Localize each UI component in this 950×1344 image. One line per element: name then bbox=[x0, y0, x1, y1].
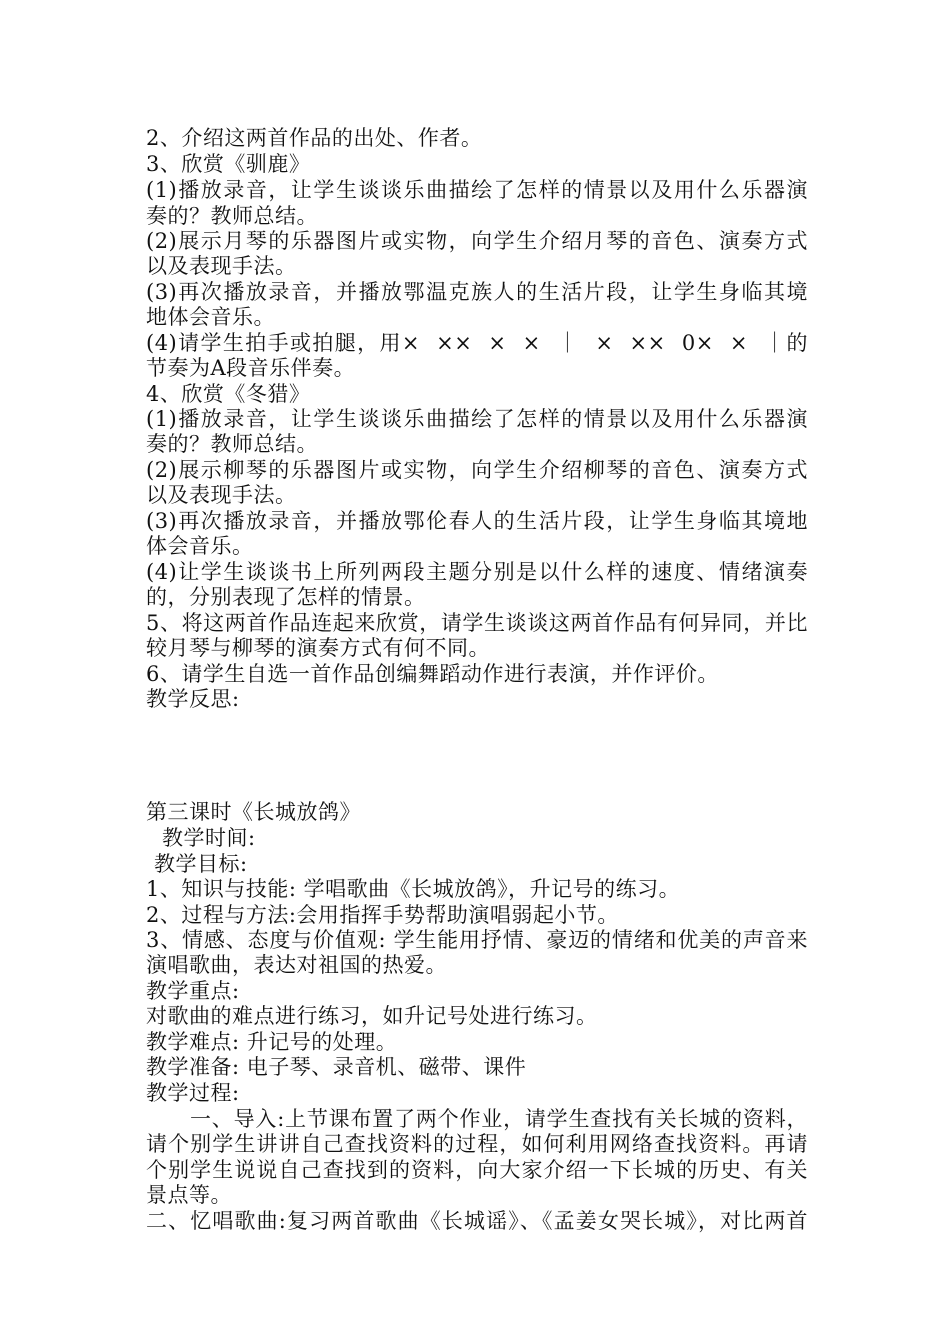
tunlu-step-2-line-2: 以及表现手法。 bbox=[146, 254, 297, 278]
key-points-text: 对歌曲的难点进行练习，如升记号处进行练习。 bbox=[146, 1004, 598, 1028]
intro-line-3: 个别学生说说自己查找到的资料，向大家介绍一下长城的历史、有关 bbox=[146, 1158, 808, 1182]
tunlu-step-4-line-2: 节奏为A段音乐伴奏。 bbox=[146, 356, 356, 380]
donglie-step-2-line-2: 以及表现手法。 bbox=[146, 483, 297, 507]
lesson-3-title: 第三课时《长城放鸽》 bbox=[146, 800, 361, 824]
donglie-step-1-line-1: (1)播放录音，让学生谈谈乐曲描绘了怎样的情景以及用什么乐器演 bbox=[146, 407, 808, 431]
teaching-goals-label: 教学目标: bbox=[154, 852, 248, 876]
intro-line-1: 一、导入:上节课布置了两个作业，请学生查找有关长城的资料， bbox=[190, 1107, 808, 1131]
tunlu-step-2-line-1: (2)展示月琴的乐器图片或实物，向学生介绍月琴的音色、演奏方式 bbox=[146, 229, 808, 253]
intro-line-2: 请个别学生讲讲自己查找资料的过程，如何利用网络查找资料。再请 bbox=[146, 1132, 808, 1156]
donglie-step-3-line-2: 体会音乐。 bbox=[146, 534, 254, 558]
review-songs-line: 二、忆唱歌曲:复习两首歌曲《长城谣》、《孟姜女哭长城》，对比两首 bbox=[146, 1209, 808, 1233]
difficulty: 教学难点: 升记号的处理。 bbox=[146, 1030, 398, 1054]
step-4-heading: 4、欣赏《冬猎》 bbox=[146, 382, 311, 406]
donglie-step-2-line-1: (2)展示柳琴的乐器图片或实物，向学生介绍柳琴的音色、演奏方式 bbox=[146, 458, 808, 482]
teaching-time-label: 教学时间: bbox=[162, 826, 256, 850]
goal-3-line-1: 3、情感、态度与价值观: 学生能用抒情、豪迈的情绪和优美的声音来 bbox=[146, 928, 808, 952]
intro-line-4: 景点等。 bbox=[146, 1183, 232, 1207]
donglie-step-4-line-1: (4)让学生谈谈书上所列两段主题分别是以什么样的速度、情绪演奏 bbox=[146, 560, 808, 584]
donglie-step-1-line-2: 奏的？教师总结。 bbox=[146, 432, 318, 456]
step-6: 6、请学生自选一首作品创编舞蹈动作进行表演，并作评价。 bbox=[146, 662, 719, 686]
step-5-line-1: 5、将这两首作品连起来欣赏，请学生谈谈这两首作品有何异同，并比 bbox=[146, 611, 808, 635]
tunlu-step-1-line-2: 奏的？教师总结。 bbox=[146, 204, 318, 228]
tunlu-step-3-line-1: (3)再次播放录音，并播放鄂温克族人的生活片段，让学生身临其境 bbox=[146, 280, 808, 304]
step-3-heading: 3、欣赏《驯鹿》 bbox=[146, 152, 311, 176]
preparation: 教学准备: 电子琴、录音机、磁带、课件 bbox=[146, 1055, 527, 1079]
step-2-intro-sources: 2、介绍这两首作品的出处、作者。 bbox=[146, 126, 483, 150]
teaching-process-label: 教学过程: bbox=[146, 1081, 240, 1105]
step-5-line-2: 较月琴与柳琴的演奏方式有何不同。 bbox=[146, 636, 490, 660]
tunlu-step-4-rhythm-line: (4)请学生拍手或拍腿，用× ×× × × ｜ × ×× 0× × ｜的 bbox=[146, 331, 808, 355]
goal-2: 2、过程与方法:会用指挥手势帮助演唱弱起小节。 bbox=[146, 903, 619, 927]
teaching-reflection-label: 教学反思: bbox=[146, 687, 240, 711]
donglie-step-3-line-1: (3)再次播放录音，并播放鄂伦春人的生活片段，让学生身临其境地 bbox=[146, 509, 808, 533]
tunlu-step-3-line-2: 地体会音乐。 bbox=[146, 305, 275, 329]
key-points-label: 教学重点: bbox=[146, 979, 240, 1003]
goal-1: 1、知识与技能: 学唱歌曲《长城放鸽》，升记号的练习。 bbox=[146, 877, 681, 901]
tunlu-step-1-line-1: (1)播放录音，让学生谈谈乐曲描绘了怎样的情景以及用什么乐器演 bbox=[146, 178, 808, 202]
goal-3-line-2: 演唱歌曲，表达对祖国的热爱。 bbox=[146, 953, 447, 977]
donglie-step-4-line-2: 的，分别表现了怎样的情景。 bbox=[146, 585, 426, 609]
